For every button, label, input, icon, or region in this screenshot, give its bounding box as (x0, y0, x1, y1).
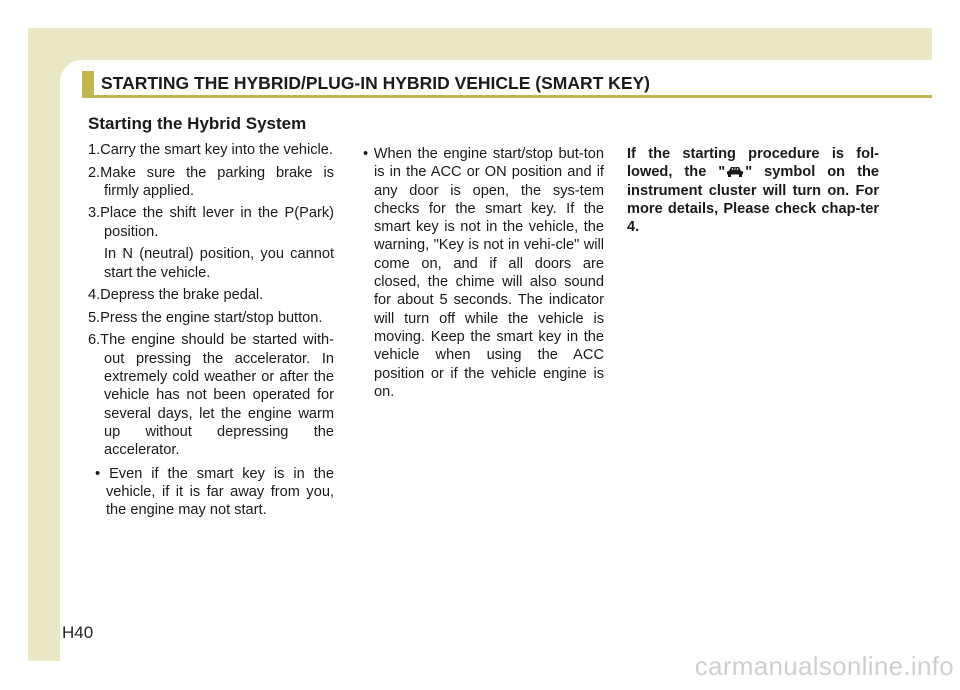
ready-car-icon (726, 165, 744, 177)
column-2 (356, 145, 604, 401)
column-3 (627, 145, 879, 236)
step-3-note: In N (neutral) position, you cannot start the vehicle. (104, 246, 334, 281)
ready-note-part-2: " symbol on the instrument cluster will turn on. For more details, Please check chap-ter 4. (627, 164, 879, 236)
header-accent-bar (82, 71, 94, 95)
section-title: Starting the Hybrid System (88, 114, 307, 133)
step-5: 5.Press the engine start/stop button. (88, 309, 323, 326)
ready-note-part-1: If the starting procedure is fol-lowed, the " (627, 146, 879, 181)
step-4: 4.Depress the brake pedal. (88, 287, 264, 304)
step-3: 3.Place the shift lever in the P(Park) position. (88, 205, 334, 240)
section-header-title: STARTING THE HYBRID/PLUG-IN HYBRID VEHICLE (SMART KEY) (101, 73, 650, 93)
smart-key-warning-bullet: • When the engine start/stop but-ton is in the ACC or ON position and if any door is open, the sys-tem checks for the smart key. If the smart key is not in the vehicle, the warning, "Key is not in vehi-cle" will come on, and if all doors are closed, the chime will also sound for about 5 seconds. The indicator will turn off while the vehicle is moving. Keep the smart key in the vehicle when using the ACC position or if the vehicle engine is on. (363, 146, 604, 400)
step-2: 2.Make sure the parking brake is firmly applied. (88, 164, 334, 199)
watermark: carmanualsonline.info (694, 651, 954, 681)
step-6: 6.The engine should be started with-out pressing the accelerator. In extremely cold weather or after the vehicle has not been operated for several days, let the engine warm up without depressing the accelerator. (88, 332, 334, 459)
column-1 (88, 114, 334, 519)
step-1: 1.Carry the smart key into the vehicle. (88, 142, 333, 158)
header-underline (82, 95, 932, 98)
smart-key-distance-bullet: • Even if the smart key is in the vehicle, if it is far away from you, the engine may not start. (95, 465, 334, 519)
page-number: H40 (62, 623, 94, 642)
